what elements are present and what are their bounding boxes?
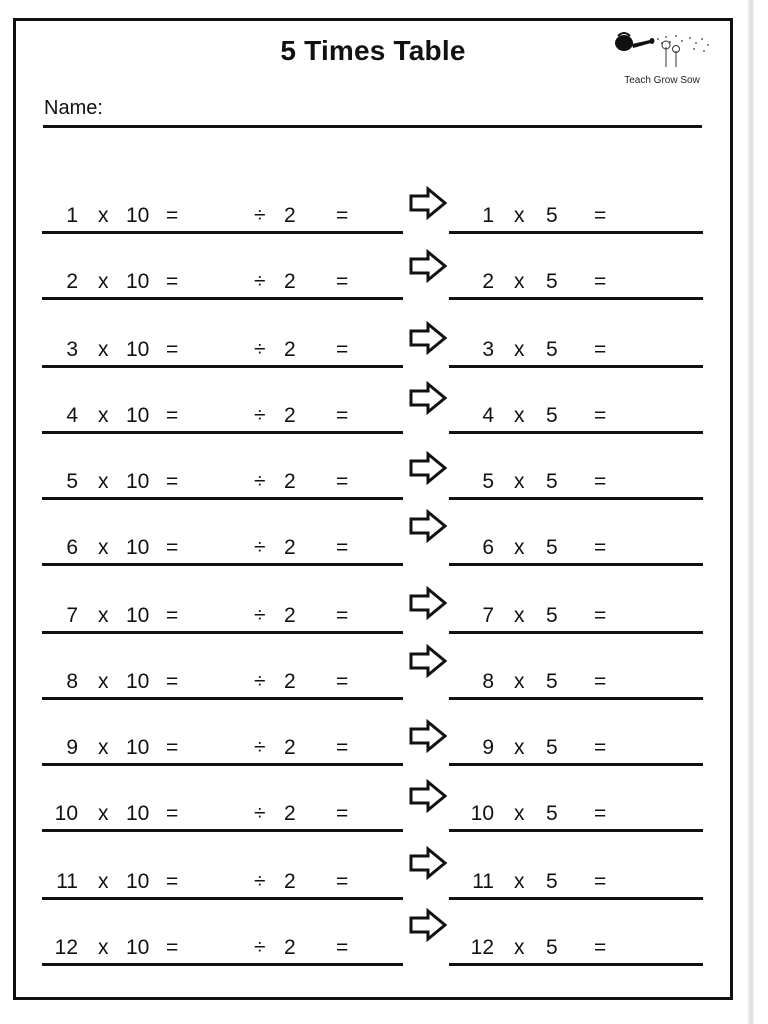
multiplier-five: 5 — [546, 670, 558, 693]
equals-sign: = — [594, 270, 607, 293]
row-number: 6 — [66, 536, 78, 559]
equals-sign: = — [336, 536, 349, 559]
equals-sign: = — [166, 338, 179, 361]
problem-row — [16, 183, 730, 243]
divide-sign: ÷ — [254, 802, 266, 825]
equals-sign: = — [166, 270, 179, 293]
equals-sign: = — [594, 604, 607, 627]
equals-sign: = — [166, 802, 179, 825]
multiplier-ten: 10 — [126, 270, 150, 293]
answer-line-left[interactable] — [42, 897, 403, 900]
row-number: 4 — [482, 404, 494, 427]
multiply-sign: x — [98, 338, 109, 361]
row-number: 8 — [482, 670, 494, 693]
watering-can-dandelion-icon — [606, 27, 718, 75]
equals-sign: = — [336, 736, 349, 759]
row-number: 12 — [470, 936, 494, 959]
multiplier-five: 5 — [546, 936, 558, 959]
multiplier-ten: 10 — [126, 536, 150, 559]
answer-line-right[interactable] — [449, 231, 703, 234]
multiply-sign: x — [514, 204, 525, 227]
answer-line-left[interactable] — [42, 497, 403, 500]
row-number: 11 — [56, 870, 78, 893]
equals-sign: = — [166, 670, 179, 693]
row-number: 6 — [482, 536, 494, 559]
multiplier-five: 5 — [546, 802, 558, 825]
row-number: 1 — [482, 204, 494, 227]
multiplier-five: 5 — [546, 404, 558, 427]
multiplier-ten: 10 — [126, 736, 150, 759]
equals-sign: = — [336, 470, 349, 493]
multiply-sign: x — [98, 670, 109, 693]
multiply-sign: x — [98, 536, 109, 559]
multiplier-five: 5 — [546, 604, 558, 627]
row-number: 5 — [482, 470, 494, 493]
multiply-sign: x — [514, 470, 525, 493]
multiply-sign: x — [514, 536, 525, 559]
right-arrow-icon — [408, 719, 448, 753]
multiply-sign: x — [98, 404, 109, 427]
equals-sign: = — [594, 204, 607, 227]
divisor: 2 — [284, 338, 296, 361]
right-arrow-icon — [408, 249, 448, 283]
right-arrow-icon — [408, 644, 448, 678]
equals-sign: = — [166, 204, 179, 227]
multiplier-ten: 10 — [126, 670, 150, 693]
problem-row — [16, 781, 730, 841]
multiplier-five: 5 — [546, 870, 558, 893]
equals-sign: = — [166, 870, 179, 893]
row-number: 2 — [482, 270, 494, 293]
divisor: 2 — [284, 604, 296, 627]
right-arrow-icon — [408, 381, 448, 415]
row-number: 12 — [54, 936, 78, 959]
right-arrow-icon — [408, 321, 448, 355]
row-number: 11 — [472, 870, 494, 893]
logo-text: Teach Grow Sow — [624, 75, 700, 86]
multiplier-five: 5 — [546, 470, 558, 493]
multiplier-ten: 10 — [126, 936, 150, 959]
divide-sign: ÷ — [254, 870, 266, 893]
right-arrow-icon — [408, 779, 448, 813]
answer-line-right[interactable] — [449, 297, 703, 300]
divisor: 2 — [284, 404, 296, 427]
equals-sign: = — [594, 470, 607, 493]
answer-line-right[interactable] — [449, 497, 703, 500]
answer-line-left[interactable] — [42, 631, 403, 634]
divide-sign: ÷ — [254, 670, 266, 693]
problem-row — [16, 583, 730, 643]
multiply-sign: x — [98, 870, 109, 893]
equals-sign: = — [336, 802, 349, 825]
multiply-sign: x — [98, 204, 109, 227]
answer-line-left[interactable] — [42, 563, 403, 566]
answer-line-right[interactable] — [449, 431, 703, 434]
row-number: 1 — [66, 204, 78, 227]
multiply-sign: x — [514, 404, 525, 427]
divide-sign: ÷ — [254, 604, 266, 627]
answer-line-left[interactable] — [42, 231, 403, 234]
multiplier-five: 5 — [546, 270, 558, 293]
divide-sign: ÷ — [254, 338, 266, 361]
answer-line-right[interactable] — [449, 365, 703, 368]
divisor: 2 — [284, 536, 296, 559]
multiplier-five: 5 — [546, 204, 558, 227]
equals-sign: = — [594, 870, 607, 893]
divisor: 2 — [284, 802, 296, 825]
answer-line-left[interactable] — [42, 697, 403, 700]
multiply-sign: x — [514, 338, 525, 361]
divide-sign: ÷ — [254, 736, 266, 759]
divisor: 2 — [284, 470, 296, 493]
problem-row — [16, 383, 730, 443]
multiplier-five: 5 — [546, 536, 558, 559]
problem-row — [16, 649, 730, 709]
divisor: 2 — [284, 870, 296, 893]
multiply-sign: x — [514, 604, 525, 627]
multiply-sign: x — [514, 870, 525, 893]
problem-row — [16, 849, 730, 909]
divide-sign: ÷ — [254, 204, 266, 227]
name-label: Name: — [44, 97, 103, 119]
problem-row — [16, 915, 730, 975]
problem-row — [16, 515, 730, 575]
answer-line-left[interactable] — [42, 829, 403, 832]
answer-line-right[interactable] — [449, 631, 703, 634]
equals-sign: = — [594, 736, 607, 759]
right-arrow-icon — [408, 451, 448, 485]
answer-line-right[interactable] — [449, 897, 703, 900]
multiplier-ten: 10 — [126, 204, 150, 227]
multiply-sign: x — [98, 736, 109, 759]
row-number: 3 — [66, 338, 78, 361]
equals-sign: = — [336, 936, 349, 959]
right-arrow-icon — [408, 586, 448, 620]
row-number: 7 — [66, 604, 78, 627]
row-number: 10 — [54, 802, 78, 825]
multiply-sign: x — [514, 736, 525, 759]
worksheet — [13, 18, 733, 1000]
multiplier-ten: 10 — [126, 604, 150, 627]
multiplier-five: 5 — [546, 338, 558, 361]
right-arrow-icon — [408, 846, 448, 880]
page-edge — [748, 0, 754, 1024]
divide-sign: ÷ — [254, 270, 266, 293]
equals-sign: = — [336, 670, 349, 693]
problem-row — [16, 449, 730, 509]
multiply-sign: x — [98, 802, 109, 825]
equals-sign: = — [594, 338, 607, 361]
equals-sign: = — [594, 802, 607, 825]
row-number: 4 — [66, 404, 78, 427]
row-number: 5 — [66, 470, 78, 493]
equals-sign: = — [336, 604, 349, 627]
multiply-sign: x — [98, 604, 109, 627]
equals-sign: = — [166, 936, 179, 959]
problem-row — [16, 715, 730, 775]
answer-line-right[interactable] — [449, 697, 703, 700]
multiply-sign: x — [514, 670, 525, 693]
equals-sign: = — [166, 736, 179, 759]
equals-sign: = — [166, 536, 179, 559]
row-number: 3 — [482, 338, 494, 361]
logo — [606, 27, 718, 97]
problem-row — [16, 249, 730, 309]
answer-line-right[interactable] — [449, 963, 703, 966]
multiplier-ten: 10 — [126, 470, 150, 493]
page-title: 5 Times Table — [280, 35, 466, 66]
equals-sign: = — [336, 870, 349, 893]
multiply-sign: x — [98, 270, 109, 293]
answer-line-left[interactable] — [42, 365, 403, 368]
equals-sign: = — [336, 404, 349, 427]
divisor: 2 — [284, 736, 296, 759]
multiplier-ten: 10 — [126, 338, 150, 361]
equals-sign: = — [336, 270, 349, 293]
answer-line-right[interactable] — [449, 563, 703, 566]
multiply-sign: x — [98, 936, 109, 959]
multiplier-ten: 10 — [126, 404, 150, 427]
equals-sign: = — [336, 204, 349, 227]
row-number: 9 — [66, 736, 78, 759]
equals-sign: = — [336, 338, 349, 361]
divide-sign: ÷ — [254, 404, 266, 427]
row-number: 8 — [66, 670, 78, 693]
divisor: 2 — [284, 270, 296, 293]
answer-line-right[interactable] — [449, 829, 703, 832]
right-arrow-icon — [408, 509, 448, 543]
answer-line-right[interactable] — [449, 763, 703, 766]
multiply-sign: x — [514, 936, 525, 959]
equals-sign: = — [594, 670, 607, 693]
multiply-sign: x — [98, 470, 109, 493]
answer-line-left[interactable] — [42, 963, 403, 966]
divide-sign: ÷ — [254, 936, 266, 959]
right-arrow-icon — [408, 186, 448, 220]
equals-sign: = — [166, 470, 179, 493]
divisor: 2 — [284, 670, 296, 693]
equals-sign: = — [166, 604, 179, 627]
equals-sign: = — [166, 404, 179, 427]
multiply-sign: x — [514, 270, 525, 293]
row-number: 7 — [482, 604, 494, 627]
multiply-sign: x — [514, 802, 525, 825]
row-number: 9 — [482, 736, 494, 759]
equals-sign: = — [594, 936, 607, 959]
divisor: 2 — [284, 936, 296, 959]
equals-sign: = — [594, 404, 607, 427]
row-number: 10 — [470, 802, 494, 825]
answer-line-left[interactable] — [42, 431, 403, 434]
name-line[interactable] — [43, 125, 702, 128]
multiplier-five: 5 — [546, 736, 558, 759]
multiplier-ten: 10 — [126, 870, 150, 893]
problem-row — [16, 317, 730, 377]
answer-line-left[interactable] — [42, 297, 403, 300]
divisor: 2 — [284, 204, 296, 227]
row-number: 2 — [66, 270, 78, 293]
right-arrow-icon — [408, 908, 448, 942]
divide-sign: ÷ — [254, 470, 266, 493]
multiplier-ten: 10 — [126, 802, 150, 825]
equals-sign: = — [594, 536, 607, 559]
divide-sign: ÷ — [254, 536, 266, 559]
answer-line-left[interactable] — [42, 763, 403, 766]
